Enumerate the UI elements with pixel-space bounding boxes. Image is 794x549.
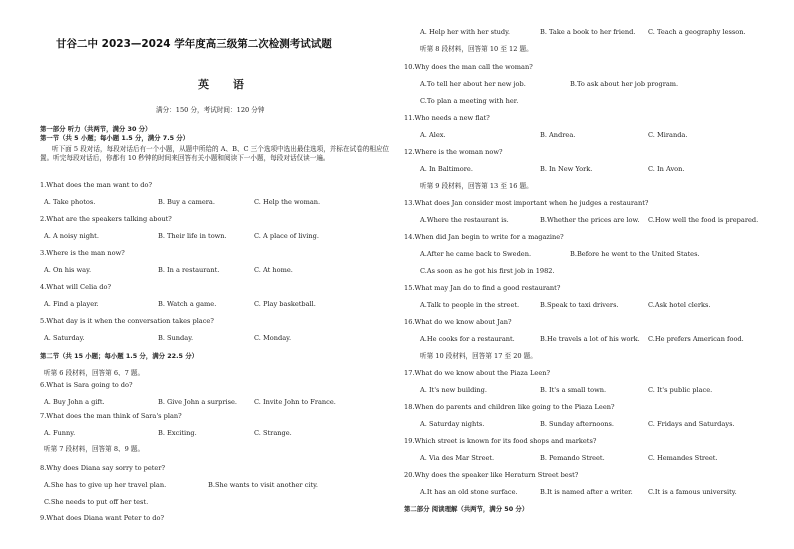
answer-option: B.It is named after a writer.: [540, 488, 633, 496]
answer-option: C. At home.: [254, 266, 293, 274]
answer-option: A. A noisy night.: [44, 232, 99, 240]
question-text: 16.What do we know about Jan?: [404, 318, 512, 326]
answer-option: A.To tell her about her new job.: [420, 80, 526, 88]
answer-option: C. Teach a geography lesson.: [648, 28, 746, 36]
question-text: 14.When did Jan begin to write for a magazine?: [404, 233, 564, 241]
section-one-heading: 第一节（共 5 小题；每小题 1.5 分，满分 7.5 分）: [40, 134, 190, 142]
answer-option: A. It's new building.: [420, 386, 487, 394]
answer-option: A.Where the restaurant is.: [420, 216, 509, 224]
answer-option: C. It's public place.: [648, 386, 713, 394]
answer-option: B.Before he went to the United States.: [570, 250, 700, 258]
answer-option: C. Strange.: [254, 429, 292, 437]
answer-option: A.It has an old stone surface.: [420, 488, 518, 496]
answer-option: B. In a restaurant.: [158, 266, 220, 274]
question-text: 10.Why does the man call the woman?: [404, 63, 533, 71]
right-column: [404, 0, 784, 549]
answer-option: A. Find a player.: [44, 300, 99, 308]
question-text: 9.What does Diana want Peter to do?: [40, 514, 165, 522]
question-text: 19.Which street is known for its food shops and markets?: [404, 437, 597, 445]
question-text: 4.What will Celia do?: [40, 283, 111, 291]
answer-option: A. Buy John a gift.: [44, 398, 105, 406]
answer-option: C. Hemandes Street.: [648, 454, 718, 462]
question-text: 13.What does Jan consider most important when he judges a restaurant?: [404, 199, 649, 207]
answer-option: B.Speak to taxi drivers.: [540, 301, 619, 309]
section-note: 听第 6 段材料，回答第 6、7 题。: [44, 369, 145, 377]
answer-option: C. In Avon.: [648, 165, 685, 173]
question-text: 8.Why does Diana say sorry to peter?: [40, 464, 166, 472]
answer-option: C.How well the food is prepared.: [648, 216, 759, 224]
answer-option: B. Give John a surprise.: [158, 398, 238, 406]
answer-option: C.To plan a meeting with her.: [420, 97, 519, 105]
question-text: 1.What does the man want to do?: [40, 181, 152, 189]
question-text: 5.What day is it when the conversation takes place?: [40, 317, 214, 325]
answer-option: A. In Baltimore.: [420, 165, 473, 173]
section-two-heading: 第二节（共 15 小题；每小题 1.5 分，满分 22.5 分）: [40, 352, 198, 360]
answer-option: A. Saturday nights.: [420, 420, 485, 428]
answer-option: A. Via des Mar Street.: [420, 454, 495, 462]
answer-option: B. Take a book to her friend.: [540, 28, 636, 36]
answer-option: A.Talk to people in the street.: [420, 301, 520, 309]
answer-option: B. Buy a camera.: [158, 198, 215, 206]
listening-instructions: 听下面 5 段对话，每段对话后有一个小题，从题中所给的 A、B、C 三个选项中选出最佳选项，并标在试卷的相应位置。听完每段对话后，你都有 10 秒钟的时间来回答有关小题和阅读下一小题，每段对话仅读一遍。: [40, 145, 390, 162]
section-note: 听第 7 段材料，回答第 8、9 题。: [44, 445, 145, 453]
question-text: 3.Where is the man now?: [40, 249, 125, 257]
answer-option: C. Fridays and Saturdays.: [648, 420, 735, 428]
section-note: 听第 9 段材料，回答第 13 至 16 题。: [420, 182, 533, 190]
score-info: 满分：150 分，考试时间：120 分钟: [156, 106, 265, 114]
question-text: 11.Who needs a new flat?: [404, 114, 490, 122]
answer-option: A. Alex.: [420, 131, 446, 139]
answer-option: B. It's a small town.: [540, 386, 607, 394]
answer-option: C.Ask hotel clerks.: [648, 301, 711, 309]
section-note: 听第 10 段材料，回答第 17 至 20 题。: [420, 352, 537, 360]
answer-option: B. Sunday afternoons.: [540, 420, 615, 428]
subject-heading: 英 语: [198, 78, 254, 91]
answer-option: B. Exciting.: [158, 429, 197, 437]
answer-option: B. Sunday.: [158, 334, 194, 342]
question-text: 2.What are the speakers talking about?: [40, 215, 172, 223]
answer-option: C.As soon as he got his first job in 1982.: [420, 267, 555, 275]
answer-option: C.It is a famous university.: [648, 488, 737, 496]
answer-option: C. Help the woman.: [254, 198, 321, 206]
answer-option: B. Andrea.: [540, 131, 576, 139]
part-one-heading: 第一部分 听力（共两节，满分 30 分）: [40, 125, 152, 133]
question-text: 15.What may Jan do to find a good restaurant?: [404, 284, 561, 292]
part-two-heading: 第二部分 阅读理解（共两节，满分 50 分）: [404, 505, 529, 513]
left-column: [40, 0, 420, 549]
exam-title: 甘谷二中 2023—2024 学年度高三级第二次检测考试试题: [56, 38, 332, 50]
answer-option: B. Watch a game.: [158, 300, 217, 308]
answer-option: B. Pemando Street.: [540, 454, 605, 462]
answer-option: C. A place of living.: [254, 232, 319, 240]
answer-option: B. Their life in town.: [158, 232, 227, 240]
answer-option: B.Whether the prices are low.: [540, 216, 640, 224]
answer-option: A. Take photos.: [44, 198, 96, 206]
question-text: 20.Why does the speaker like Heraturn Street best?: [404, 471, 579, 479]
answer-option: C. Invite John to France.: [254, 398, 336, 406]
question-text: 18.When do parents and children like going to the Piaza Leen?: [404, 403, 615, 411]
answer-option: A.After he came back to Sweden.: [420, 250, 532, 258]
answer-option: B.She wants to visit another city.: [208, 481, 319, 489]
question-text: 12.Where is the woman now?: [404, 148, 503, 156]
answer-option: C.She needs to put off her test.: [44, 498, 149, 506]
answer-option: A. Funny.: [44, 429, 76, 437]
answer-option: B.To ask about her job program.: [570, 80, 679, 88]
question-text: 17.What do we know about the Piaza Leen?: [404, 369, 551, 377]
section-note: 听第 8 段材料，回答第 10 至 12 题。: [420, 45, 533, 53]
answer-option: A. Help her with her study.: [420, 28, 511, 36]
question-text: 7.What does the man think of Sara's plan?: [40, 412, 182, 420]
answer-option: A. Saturday.: [44, 334, 85, 342]
answer-option: A. On his way.: [44, 266, 92, 274]
answer-option: C. Monday.: [254, 334, 292, 342]
answer-option: C. Miranda.: [648, 131, 688, 139]
answer-option: A.He cooks for a restaurant.: [420, 335, 515, 343]
answer-option: B. In New York.: [540, 165, 593, 173]
answer-option: C. Play basketball.: [254, 300, 316, 308]
answer-option: B.He travels a lot of his work.: [540, 335, 640, 343]
answer-option: C.He prefers American food.: [648, 335, 744, 343]
answer-option: A.She has to give up her travel plan.: [44, 481, 167, 489]
question-text: 6.What is Sara going to do?: [40, 381, 133, 389]
